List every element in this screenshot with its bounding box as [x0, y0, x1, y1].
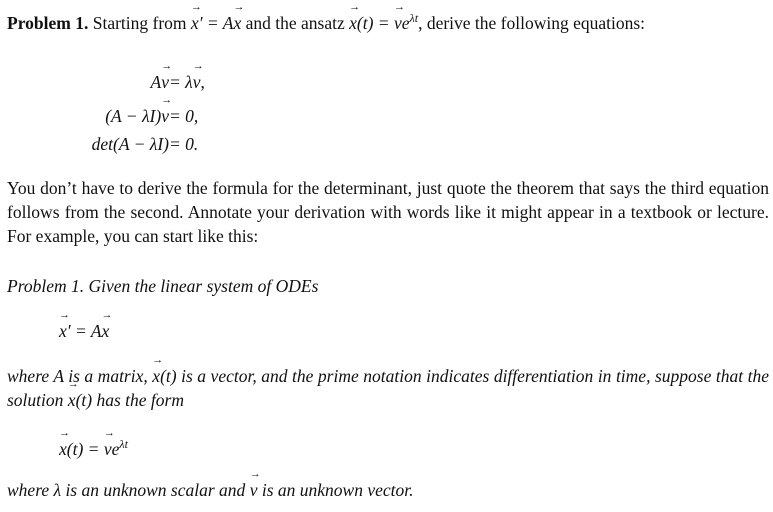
vector-v: → v — [250, 478, 258, 502]
vector-x: → x — [233, 11, 241, 35]
example-equation-1: → x′ = A→ x — [59, 319, 109, 343]
example-title: Problem 1. Given the linear system of ODEs — [7, 276, 319, 296]
instructions-paragraph: You don’t have to derive the formula for the determinant, just quote the theorem that says the third equation follows from the second. Annotate your derivation with words like it might appear in a textbook or lecture. For example, you can start like this: — [7, 178, 769, 246]
equation-lhs: (A − λI)→ v — [105, 104, 169, 128]
equation-row — [7, 70, 247, 94]
equation-rhs: = λ→ v, — [169, 70, 205, 94]
equation-rhs: = 0, — [169, 106, 199, 126]
vector-v: → v — [394, 11, 402, 35]
equation-lhs: A→ v — [151, 70, 169, 94]
equation-row — [7, 132, 247, 156]
vector-x: → x — [59, 319, 67, 343]
intro-suffix: , derive the following equations: — [418, 13, 646, 33]
intro-mid: and the ansatz — [245, 13, 345, 33]
vector-v: → v — [104, 437, 112, 461]
ansatz-lhs-rest: (t) = — [356, 13, 390, 33]
equation-row — [7, 104, 247, 128]
vector-x: → x — [152, 364, 160, 388]
ansatz-exponent: λt — [409, 11, 419, 25]
example-equation-2: → x(t) = → $ve^{\lambda t}$ — [59, 432, 128, 461]
intro-prefix: Starting from — [92, 13, 187, 33]
problem-label: Problem 1. — [7, 13, 89, 33]
problem-statement — [7, 6, 769, 35]
vector-x: → x — [191, 11, 199, 35]
equation-rhs: = 0. — [169, 134, 199, 154]
intro-eq1-rest: ′ = A — [198, 13, 234, 33]
vector-x: → x — [59, 437, 67, 461]
example-where-clause-1: where A is a matrix, → x(t) is a vector, and the prime notation indicates differentiation in time, suppose that the solution → x(t) has the form — [7, 364, 769, 412]
equation-lhs: det(A − λI) — [91, 134, 169, 154]
vector-x: → x — [68, 388, 76, 412]
ansatz-e: e — [401, 13, 410, 33]
vector-x: → x — [102, 319, 110, 343]
vector-x: → x — [349, 11, 357, 35]
example-where-clause-2: where λ is an unknown scalar and → v is an unknown vector. — [7, 478, 414, 502]
